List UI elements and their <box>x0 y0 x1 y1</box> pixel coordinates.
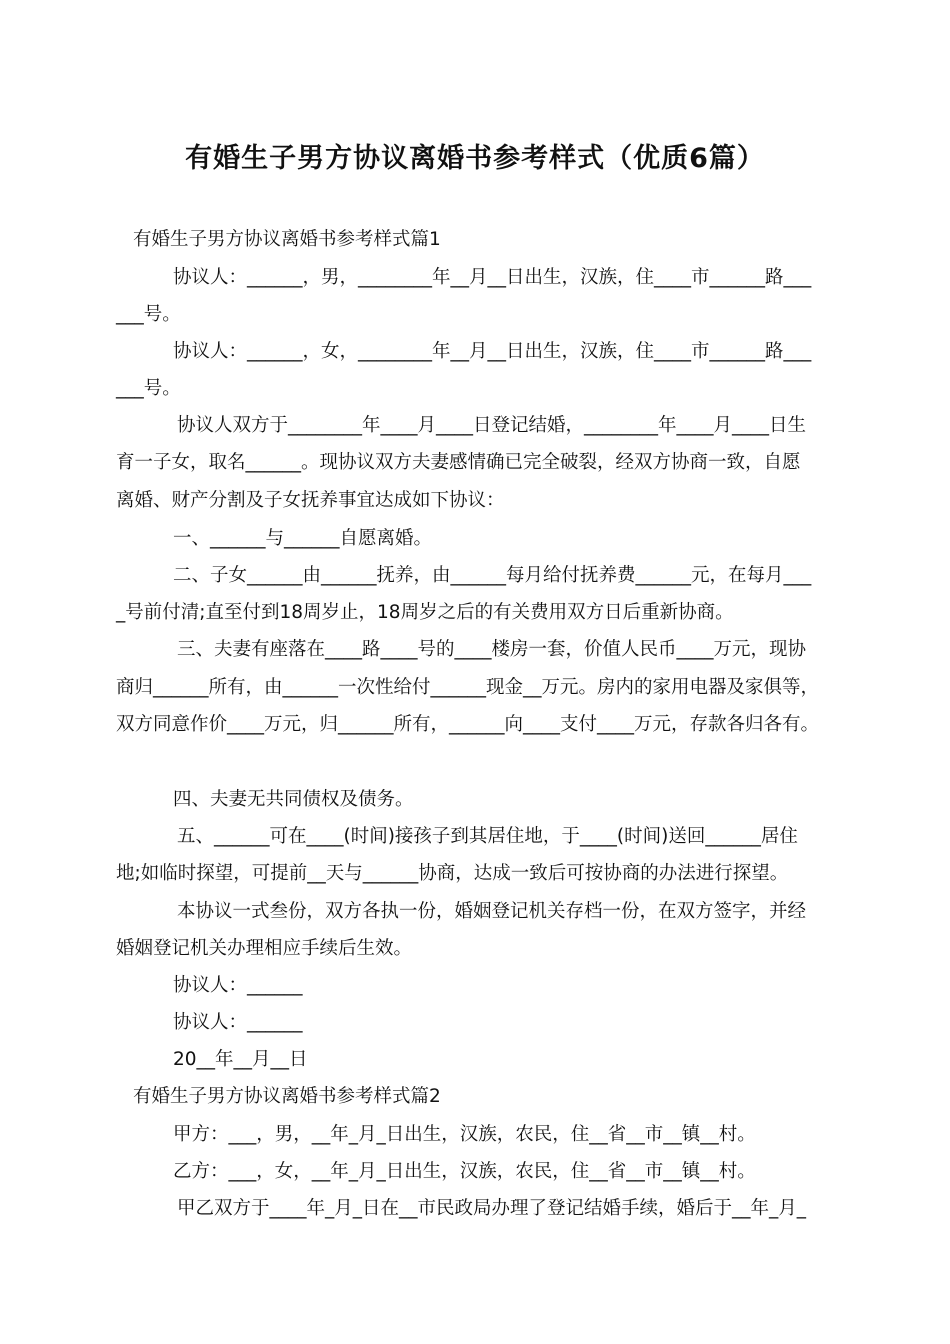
text-line: 五、______可在____(时间)接孩子到其居住地，于____(时间)送回______居住 <box>177 826 798 847</box>
text-line: 协议人：______，男，________年__月__日出生，汉族，住____市______路___ <box>173 267 812 288</box>
signature-line: 协议人：______ <box>173 975 303 996</box>
text-line: 育一子女，取名______。现协议双方夫妻感情确已完全破裂，经双方协商一致，自愿 <box>116 452 801 473</box>
text-line: 本协议一式叁份，双方各执一份，婚姻登记机关存档一份，在双方签字，并经 <box>177 901 807 922</box>
text-line: 二、子女______由______抚养，由______每月给付抚养费______元，在每月___ <box>173 565 812 586</box>
text-line: 乙方：___，女，__年_月_日出生，汉族，农民，住__省__市__镇__村。 <box>173 1161 756 1182</box>
text-line: 协议人双方于________年____月____日登记结婚，________年____月____日生 <box>177 415 807 436</box>
date-line: 20__年__月__日 <box>173 1049 308 1070</box>
text-line: 甲乙双方于____年_月_日在__市民政局办理了登记结婚手续，婚后于__年_月_ <box>177 1198 807 1219</box>
signature-line: 协议人：______ <box>173 1012 303 1033</box>
text-line: 商归______所有，由______一次性给付______现金__万元。房内的家用电器及家俱等， <box>116 677 820 698</box>
text-line: 甲方：___，男，__年_月_日出生，汉族，农民，住__省__市__镇__村。 <box>173 1124 756 1145</box>
text-line: 四、夫妻无共同债权及债务。 <box>173 789 414 810</box>
section-heading-1: 有婚生子男方协议离婚书参考样式篇1 <box>133 229 441 250</box>
text-line: 三、夫妻有座落在____路____号的____楼房一套，价值人民币____万元，现协 <box>177 639 807 660</box>
text-line: ___号。 <box>116 378 181 399</box>
text-line: ___号。 <box>116 304 181 325</box>
text-line: 双方同意作价____万元，归______所有，______向____支付____万元，存款各归各有。 <box>116 714 820 735</box>
text-line: 协议人：______，女，________年__月__日出生，汉族，住____市______路___ <box>173 341 812 362</box>
section-heading-2: 有婚生子男方协议离婚书参考样式篇2 <box>133 1086 441 1107</box>
text-line: 地;如临时探望，可提前__天与______协商，达成一致后可按协商的办法进行探望。 <box>116 863 789 884</box>
text-line: 离婚、财产分割及子女抚养事宜达成如下协议： <box>116 490 505 511</box>
text-line: 一、______与______自愿离婚。 <box>173 528 433 549</box>
document-title: 有婚生子男方协议离婚书参考样式（优质6篇） <box>185 143 765 174</box>
text-line: 婚姻登记机关办理相应手续后生效。 <box>116 938 413 959</box>
text-line: _号前付清;直至付到18周岁止，18周岁之后的有关费用双方日后重新协商。 <box>116 602 734 623</box>
